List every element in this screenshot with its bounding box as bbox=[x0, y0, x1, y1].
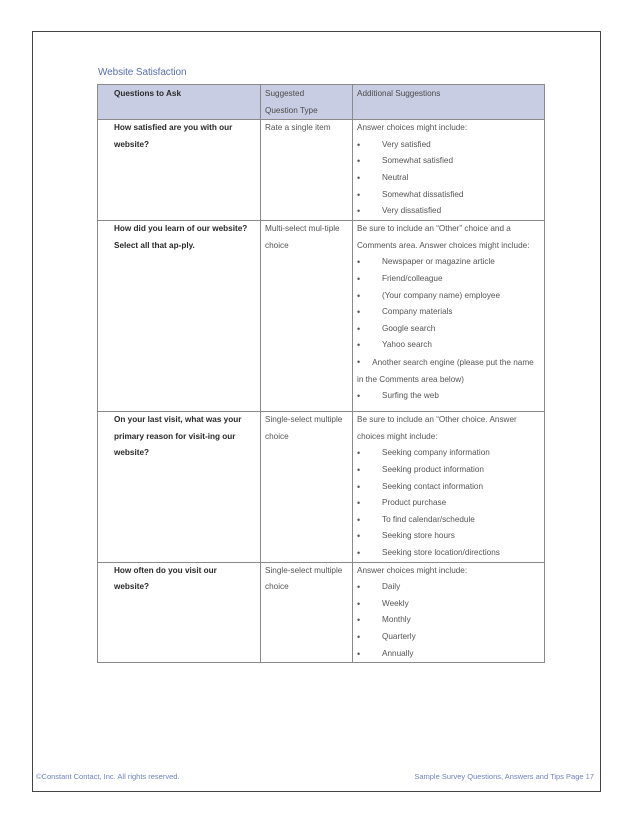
answer-choices-list bbox=[357, 254, 540, 404]
question-type-cell: Rate a single item bbox=[261, 120, 353, 221]
answer-choice: • Quarterly bbox=[357, 629, 540, 646]
question-cell: On your last visit, what was your primary reason for visit-ing our website? bbox=[98, 412, 261, 562]
answer-choice: • (Your company name) employee bbox=[357, 288, 540, 305]
answer-choice: • Annually bbox=[357, 646, 540, 663]
suggestions-cell bbox=[353, 412, 545, 562]
answer-choice: • Somewhat dissatisfied bbox=[357, 187, 540, 204]
answer-choice: • Daily bbox=[357, 579, 540, 596]
answer-choice: • Company materials bbox=[357, 304, 540, 321]
question-cell: How satisfied are you with our website? bbox=[98, 120, 261, 221]
answer-choice: • Yahoo search bbox=[357, 337, 540, 354]
header-questions: Questions to Ask bbox=[98, 85, 261, 120]
table-row bbox=[98, 120, 545, 221]
answer-choice: • Friend/colleague bbox=[357, 271, 540, 288]
suggestion-intro: Be sure to include an “Other choice. Answer choices might include: bbox=[357, 415, 517, 441]
table-row bbox=[98, 221, 545, 412]
question-cell: How often do you visit our website? bbox=[98, 562, 261, 663]
suggestion-intro: Be sure to include an “Other” choice and a Comments area. Answer choices might include: bbox=[357, 224, 530, 250]
answer-choice: • Newspaper or magazine article bbox=[357, 254, 540, 271]
copyright-footer: ©Constant Contact, Inc. All rights reserved. bbox=[36, 772, 180, 781]
suggestions-cell bbox=[353, 120, 545, 221]
answer-choice: • To find calendar/schedule bbox=[357, 512, 540, 529]
answer-choice: • Weekly bbox=[357, 596, 540, 613]
answer-choice: • Seeking store hours bbox=[357, 528, 540, 545]
answer-choice: • Product purchase bbox=[357, 495, 540, 512]
answer-choice: • Seeking contact information bbox=[357, 479, 540, 496]
suggestions-cell bbox=[353, 562, 545, 663]
question-type-cell: Single-select multiple choice bbox=[261, 412, 353, 562]
question-type-cell: Single-select multiple choice bbox=[261, 562, 353, 663]
answer-choice: • Very dissatisfied bbox=[357, 203, 540, 220]
answer-choices-list bbox=[357, 445, 540, 561]
question-type-cell: Multi-select mul-tiple choice bbox=[261, 221, 353, 412]
answer-choice: • Neutral bbox=[357, 170, 540, 187]
survey-questions-table bbox=[97, 84, 545, 663]
header-question-type: Suggested Question Type bbox=[261, 85, 353, 120]
answer-choice: • Another search engine (please put the name in the Comments area below) bbox=[357, 354, 540, 388]
answer-choice: • Very satisfied bbox=[357, 137, 540, 154]
suggestions-cell bbox=[353, 221, 545, 412]
page-footer: Sample Survey Questions, Answers and Tips Page 17 bbox=[414, 772, 594, 781]
table-row bbox=[98, 562, 545, 663]
answer-choice: • Seeking company information bbox=[357, 445, 540, 462]
header-additional-suggestions: Additional Suggestions bbox=[353, 85, 545, 120]
answer-choice: • Somewhat satisfied bbox=[357, 153, 540, 170]
table-header-row bbox=[98, 85, 545, 120]
answer-choice: • Google search bbox=[357, 321, 540, 338]
section-title: Website Satisfaction bbox=[98, 67, 187, 78]
answer-choice: • Surfing the web bbox=[357, 388, 540, 405]
question-cell: How did you learn of our website? Select all that ap-ply. bbox=[98, 221, 261, 412]
answer-choice: • Monthly bbox=[357, 612, 540, 629]
table-row bbox=[98, 412, 545, 562]
suggestion-intro: Answer choices might include: bbox=[357, 123, 468, 133]
suggestion-intro: Answer choices might include: bbox=[357, 565, 468, 575]
answer-choice: • Seeking store location/directions bbox=[357, 545, 540, 562]
answer-choices-list bbox=[357, 579, 540, 662]
answer-choices-list bbox=[357, 137, 540, 220]
answer-choice: • Seeking product information bbox=[357, 462, 540, 479]
